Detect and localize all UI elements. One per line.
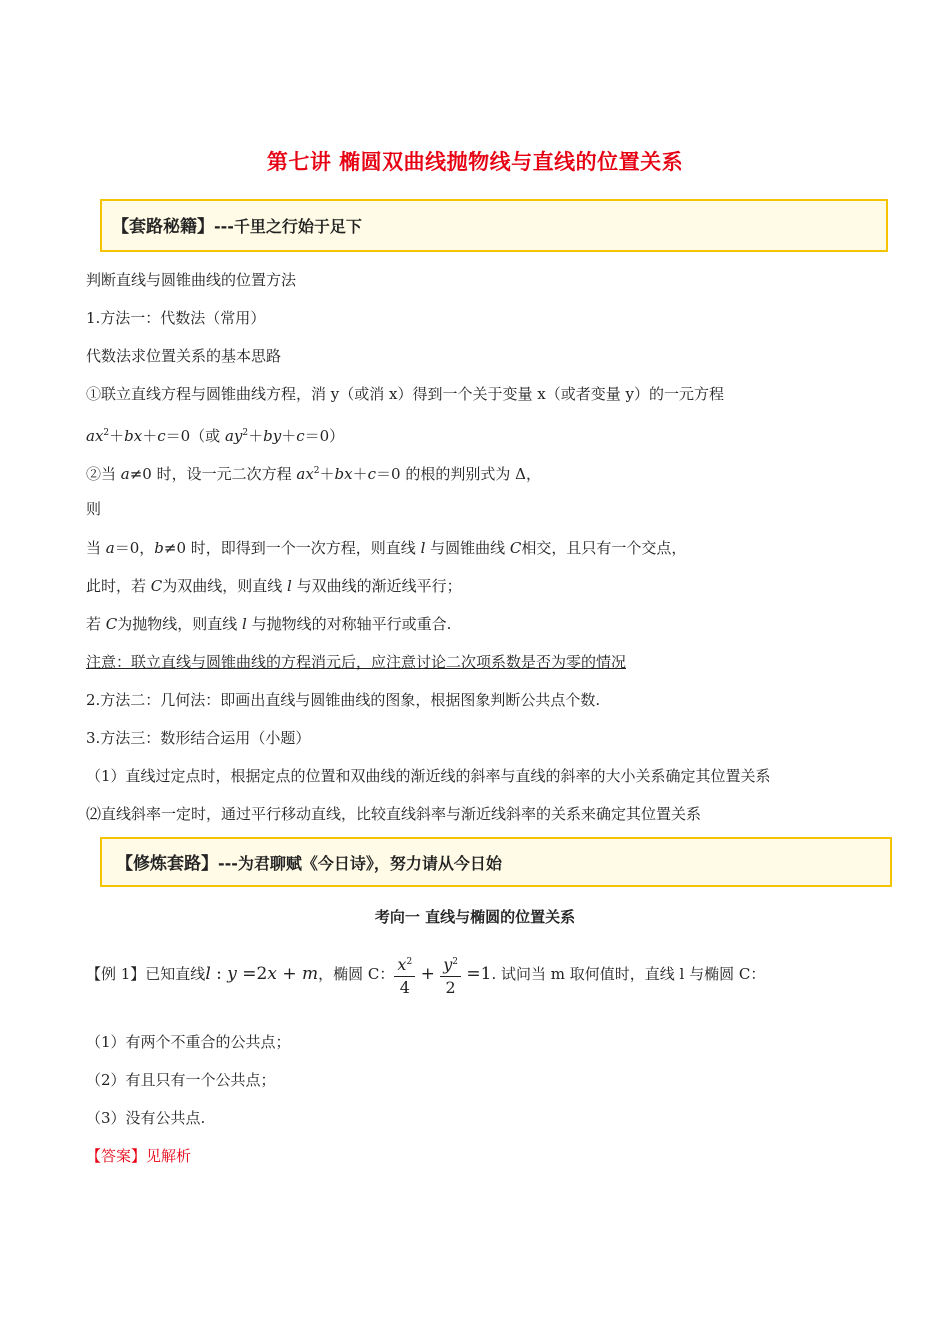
section-heading: 考向一 直线与椭圆的位置关系: [374, 908, 576, 926]
text-line: 当 a＝0，b≠0 时，即得到一个一次方程，则直线 l 与圆锥曲线 C相交，且只有一个交点，: [86, 539, 687, 557]
text-line: 若 C为抛物线，则直线 l 与抛物线的对称轴平行或重合.: [86, 615, 452, 633]
answer-line: [86, 1146, 191, 1166]
text-line: 此时，若 C为双曲线，则直线 l 与双曲线的渐近线平行；: [86, 577, 462, 595]
formula-line: $ax^2+bx+c=0$（或 $ay^2+by+c=0$）: [86, 427, 345, 445]
text-line: 1.方法一：代数法（常用）: [86, 309, 266, 327]
question-item: （3）没有公共点.: [86, 1109, 206, 1127]
example-line: 【例 1】已知直线l : y =2x + m，椭圆 C： $\frac{x^2}{4}$ + $\frac{y^2}{2}$ =1. 试问当 m 取何值时，直线 l 与椭圆 C：: [86, 944, 765, 1004]
text-line: ①联立直线方程与圆锥曲线方程，消 y（或消 x）得到一个关于变量 x（或者变量 y）的一元方程: [86, 385, 724, 403]
banner-label: 【修炼套路】: [116, 854, 218, 874]
text-line: 2.方法二：几何法：即画出直线与圆锥曲线的图象，根据图象判断公共点个数.: [86, 691, 601, 709]
question-item: （2）有且只有一个公共点；: [86, 1071, 276, 1089]
banner-label: 【套路秘籍】: [112, 217, 214, 237]
answer-label: 【答案】: [86, 1147, 147, 1165]
text-line: 3.方法三：数形结合运用（小题）: [86, 729, 311, 747]
note-line: 注意：联立直线与圆锥曲线的方程消元后，应注意讨论二次项系数是否为零的情况: [86, 653, 627, 671]
banner-subtitle: ---千里之行始于足下: [214, 217, 362, 236]
text-line: 代数法求位置关系的基本思路: [86, 347, 282, 365]
answer-text: 见解析: [146, 1147, 192, 1165]
question-item: （1）有两个不重合的公共点；: [86, 1033, 291, 1051]
banner-subtitle: ---为君聊赋《今日诗》，努力请从今日始: [218, 854, 502, 873]
section-banner-practice: [100, 837, 892, 887]
text-line: ②当 a≠0 时，设一元二次方程 $ax^2+bx+c=0$ 的根的判别式为 Δ，: [86, 465, 541, 483]
section-banner-secrets: [100, 199, 888, 252]
page-title: 第七讲 椭圆双曲线抛物线与直线的位置关系: [266, 150, 684, 174]
text-line: 判断直线与圆锥曲线的位置方法: [86, 271, 297, 289]
text-line: （1）直线过定点时，根据定点的位置和双曲线的渐近线的斜率与直线的斜率的大小关系确定其位置关系: [86, 767, 771, 785]
text-line: 则: [86, 500, 102, 518]
text-line: ⑵直线斜率一定时，通过平行移动直线，比较直线斜率与渐近线斜率的关系来确定其位置关系: [86, 805, 702, 823]
